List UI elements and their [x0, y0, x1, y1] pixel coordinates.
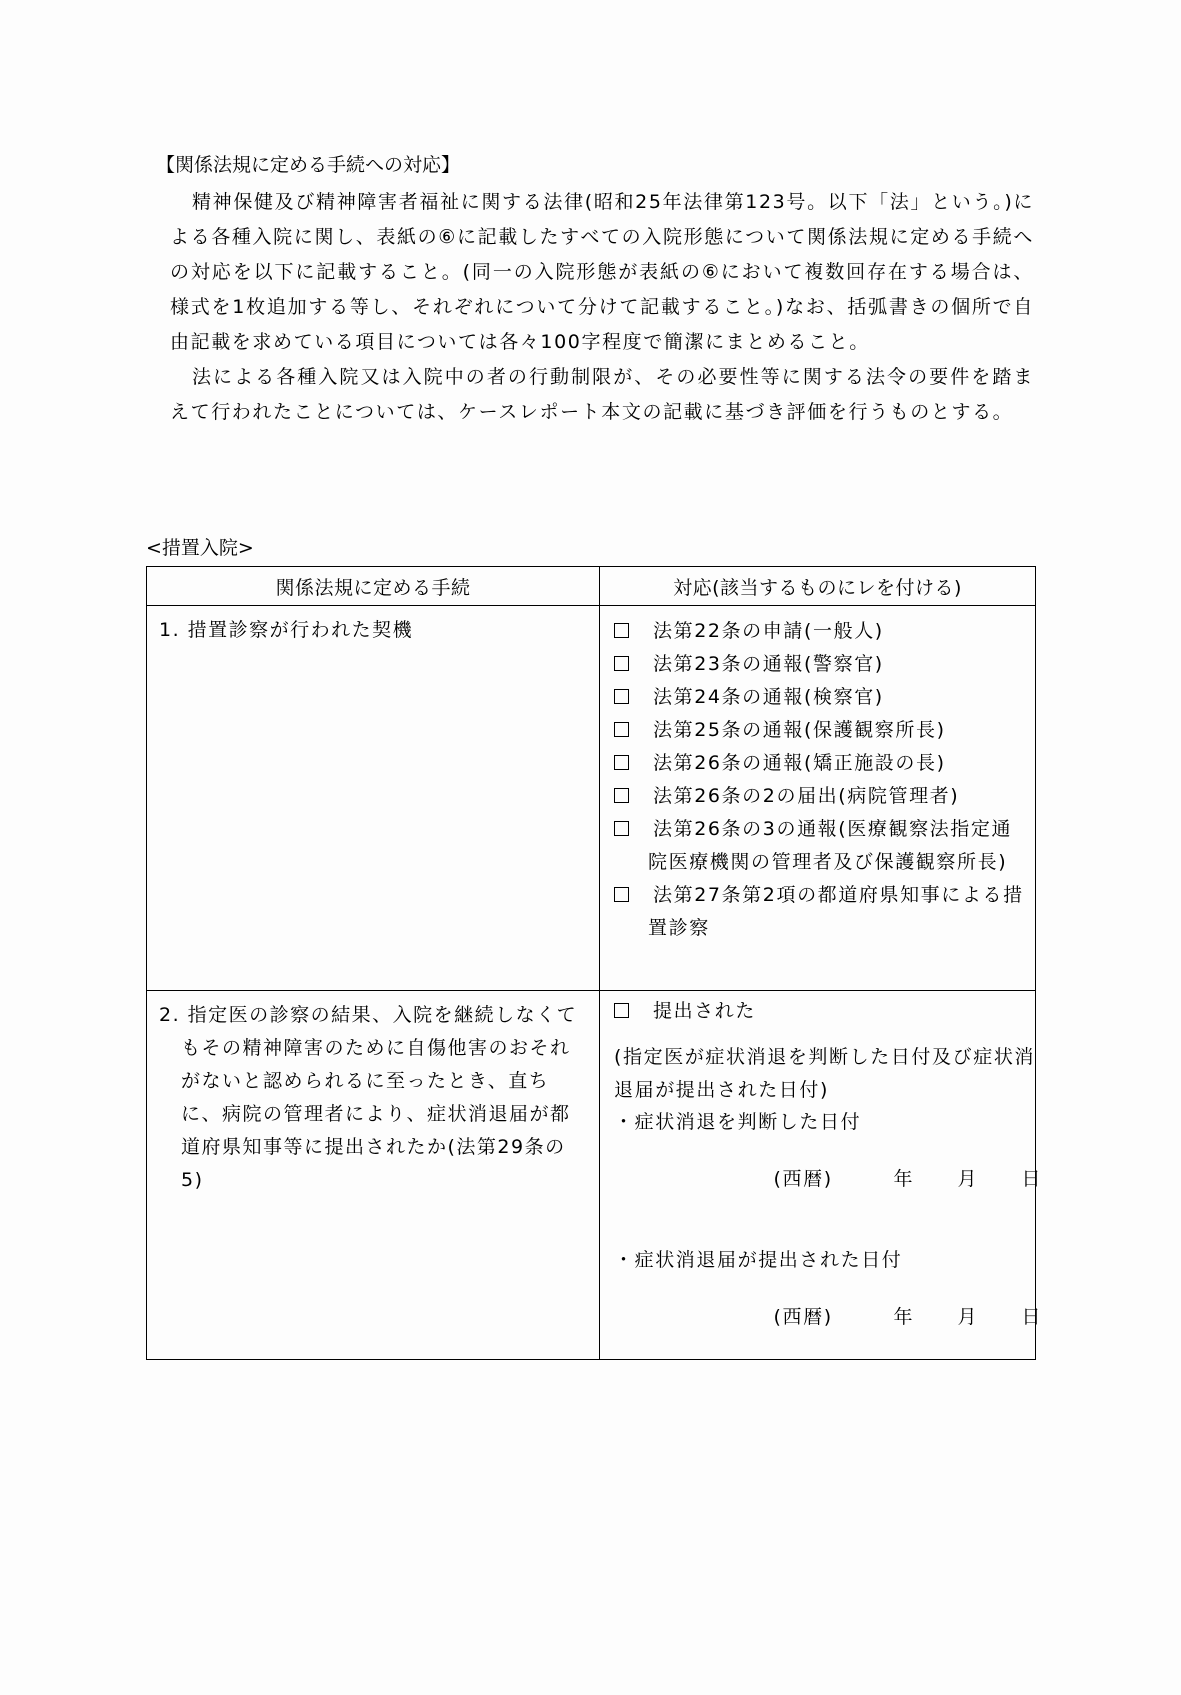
checkbox[interactable]	[614, 656, 629, 671]
month-label[interactable]: 月	[957, 1306, 979, 1328]
submitted-option	[600, 991, 1052, 1039]
date-block-notification-submitted	[614, 1245, 1042, 1359]
option-label: 法第26条の通報(矯正施設の長)	[653, 752, 946, 774]
option-item	[614, 879, 1025, 945]
intro-paragraph: 精神保健及び精神障害者福祉に関する法律(昭和25年法律第123号。以下「法」という。)による各種入院に関し、表紙の⑥に記載したすべての入院形態について関係法規に定める手続への対応を以下に記載すること。(同一の入院形態が表紙の⑥において複数回存在する場合は、様式を1枚追加する等し、それぞれについて分けて記載すること。)なお、括弧書きの個所で自由記載を求めている項目については各々100字程度で簡潔にまとめること。	[170, 191, 1034, 353]
date-fields	[614, 1275, 1042, 1359]
year-label[interactable]: 年	[893, 1306, 915, 1328]
checkbox[interactable]	[614, 887, 629, 902]
option-item	[614, 747, 1025, 780]
procedure-label: 2. 指定医の診察の結果、入院を継続しなくてもその精神障害のために自傷他害のおそれがないと認められるに至ったとき、直ちに、病院の管理者により、症状消退届が都道府県知事等に提出されたか(法第29条の5)	[159, 1004, 578, 1191]
response-cell	[600, 991, 1043, 1360]
month-label[interactable]: 月	[957, 1168, 979, 1190]
procedure-table	[146, 566, 1043, 1360]
checkbox[interactable]	[614, 722, 629, 737]
table-row	[147, 991, 1036, 1360]
checkbox[interactable]	[614, 755, 629, 770]
option-item	[614, 714, 1025, 747]
option-label: 提出された	[653, 1000, 757, 1022]
day-label[interactable]: 日	[1021, 1306, 1043, 1328]
table-header-row	[147, 567, 1036, 606]
date-fields	[614, 1137, 1042, 1221]
date-entry-cell	[600, 1039, 1052, 1359]
era-label: (西暦)	[773, 1306, 833, 1328]
option-item	[614, 681, 1025, 714]
option-label: 法第26条の2の届出(病院管理者)	[653, 785, 960, 807]
option-label: 法第25条の通報(保護観察所長)	[653, 719, 946, 741]
option-item	[614, 813, 1025, 879]
intro-text	[170, 185, 1034, 430]
option-item	[614, 615, 1025, 648]
option-label: 法第26条の3の通報(医療観察法指定通院医療機関の管理者及び保護観察所長)	[648, 818, 1013, 873]
option-item	[614, 780, 1025, 813]
procedure-cell	[147, 606, 600, 991]
intro-paragraph: 法による各種入院又は入院中の者の行動制限が、その必要性等に関する法令の要件を踏まえて行われたことについては、ケースレポート本文の記載に基づき評価を行うものとする。	[170, 366, 1034, 423]
procedure-cell	[147, 991, 600, 1360]
checkbox[interactable]	[614, 689, 629, 704]
column-header-response: 対応(該当するものにレを付ける)	[600, 567, 1036, 606]
checkbox[interactable]	[614, 623, 629, 638]
table-row	[147, 606, 1036, 991]
column-header-procedure: 関係法規に定める手続	[147, 567, 600, 606]
option-list	[600, 606, 1035, 945]
date-block-symptom-resolution	[614, 1107, 1042, 1221]
checkbox[interactable]	[614, 1003, 629, 1018]
year-label[interactable]: 年	[893, 1168, 915, 1190]
day-label[interactable]: 日	[1021, 1168, 1043, 1190]
option-item	[614, 648, 1025, 681]
date-label: ・症状消退届が提出された日付	[614, 1249, 903, 1271]
checkbox[interactable]	[614, 788, 629, 803]
option-label: 法第27条第2項の都道府県知事による措置診察	[648, 884, 1024, 939]
response-cell	[600, 606, 1036, 991]
option-label: 法第23条の通報(警察官)	[653, 653, 884, 675]
procedure-label: 1. 措置診察が行われた契機	[159, 619, 414, 641]
response-subtable	[600, 991, 1052, 1359]
era-label: (西暦)	[773, 1168, 833, 1190]
subsection-label-措置入院: <措置入院>	[146, 537, 254, 559]
option-label: 法第24条の通報(検察官)	[653, 686, 884, 708]
checkbox[interactable]	[614, 821, 629, 836]
date-label: ・症状消退を判断した日付	[614, 1111, 862, 1133]
date-note: (指定医が症状消退を判断した日付及び症状消退届が提出された日付)	[614, 1046, 1036, 1101]
section-title: 【関係法規に定める手続への対応】	[156, 154, 461, 176]
option-label: 法第22条の申請(一般人)	[653, 620, 884, 642]
